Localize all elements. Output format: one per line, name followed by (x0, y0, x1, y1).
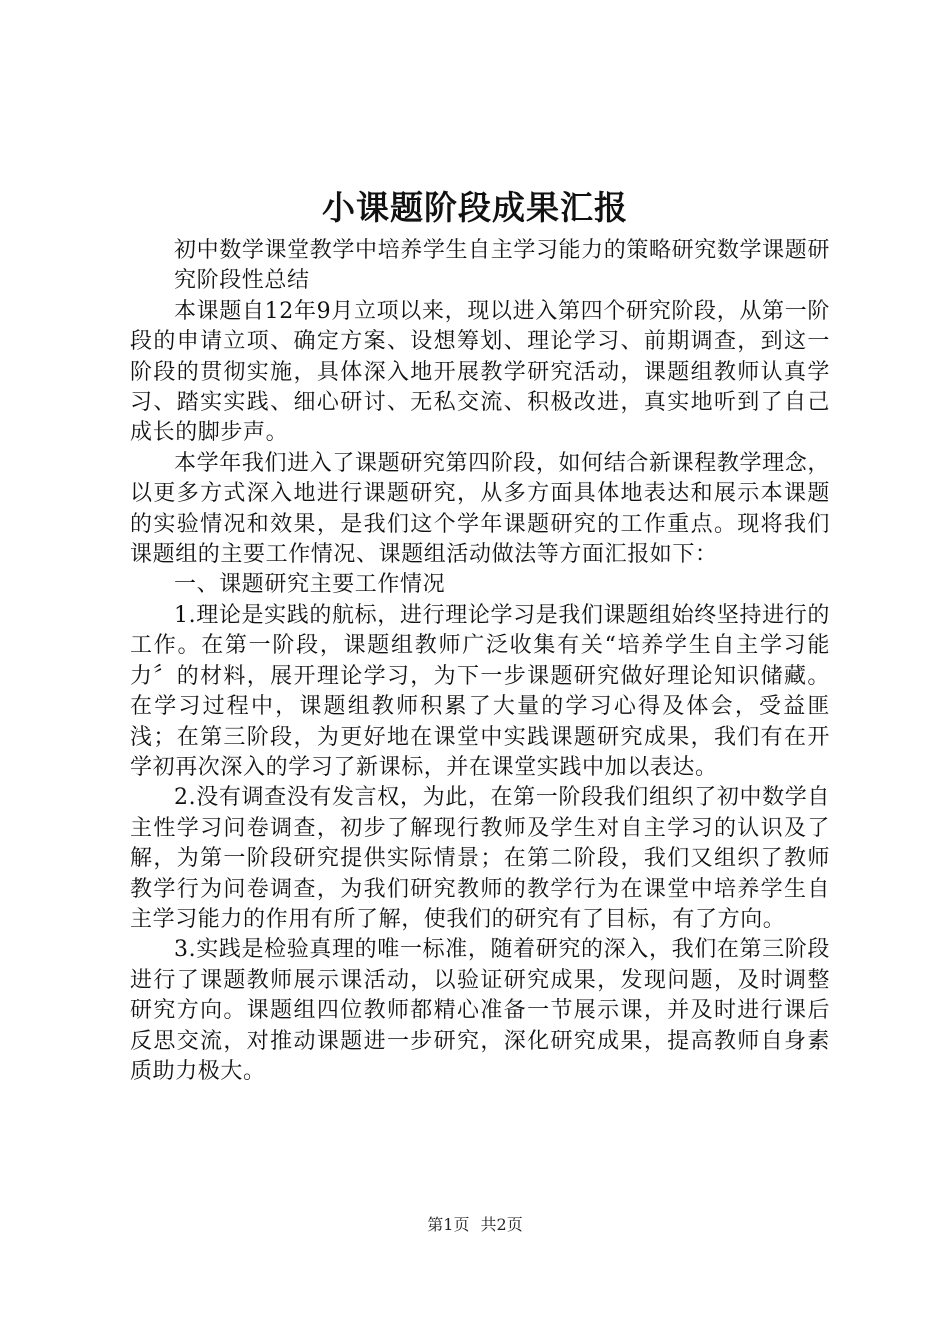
document-title: 小课题阶段成果汇报 (322, 188, 628, 227)
document-subtitle: 初中数学课堂教学中培养学生自主学习能力的策略研究数学课题研究阶段性总结 (174, 238, 830, 294)
page-number: 第1页 (427, 1215, 470, 1234)
page-total: 共2页 (480, 1215, 523, 1234)
paragraph-practice: 3.实践是检验真理的唯一标准，随着研究的深入，我们在第三阶段进行了课题教师展示课活动，以验证研究成果，发现问题，及时调整研究方向。课题组四位教师都精心准备一节展示课，并及时进行课后反思交流，对推动课题进一步研究，深化研究成果，提高教师自身素质助力极大。 (130, 937, 830, 1084)
paragraph-theory: 1.理论是实践的航标，进行理论学习是我们课题组始终坚持进行的工作。在第一阶段，课题组教师广泛收集有关“培养学生自主学习能力〞的材料，展开理论学习，为下一步课题研究做好理论知识储藏。在学习过程中，课题组教师积累了大量的学习心得及体会，受益匪浅；在第三阶段，为更好地在课堂中实践课题研究成果，我们有在开学初再次深入的学习了新课标，并在课堂实践中加以表达。 (130, 602, 830, 780)
paragraph-intro: 本课题自12年9月立项以来，现以进入第四个研究阶段，从第一阶段的申请立项、确定方案、设想筹划、理论学习、前期调查，到这一阶段的贯彻实施，具体深入地开展教学研究活动，课题组教师认真学习、踏实实践、细心研讨、无私交流、积极改进，真实地听到了自己成长的脚步声。 (130, 298, 830, 446)
paragraph-overview: 本学年我们进入了课题研究第四阶段，如何结合新课程教学理念，以更多方式深入地进行课题研究，从多方面具体地表达和展示本课题的实验情况和效果，是我们这个学年课题研究的工作重点。现将我们课题组的主要工作情况、课题组活动做法等方面汇报如下： (130, 450, 830, 568)
page-footer (0, 1213, 950, 1237)
document-body (130, 236, 830, 1087)
section-heading: 一、课题研究主要工作情况 (174, 572, 446, 598)
paragraph-survey: 2.没有调查没有发言权，为此，在第一阶段我们组织了初中数学自主性学习问卷调查，初步了解现行教师及学生对自主学习的认识及了解，为第一阶段研究提供实际情景；在第二阶段，我们又组织了教师教学行为问卷调查，为我们研究教师的教学行为在课堂中培养学生自主学习能力的作用有所了解，使我们的研究有了目标，有了方向。 (130, 785, 830, 932)
